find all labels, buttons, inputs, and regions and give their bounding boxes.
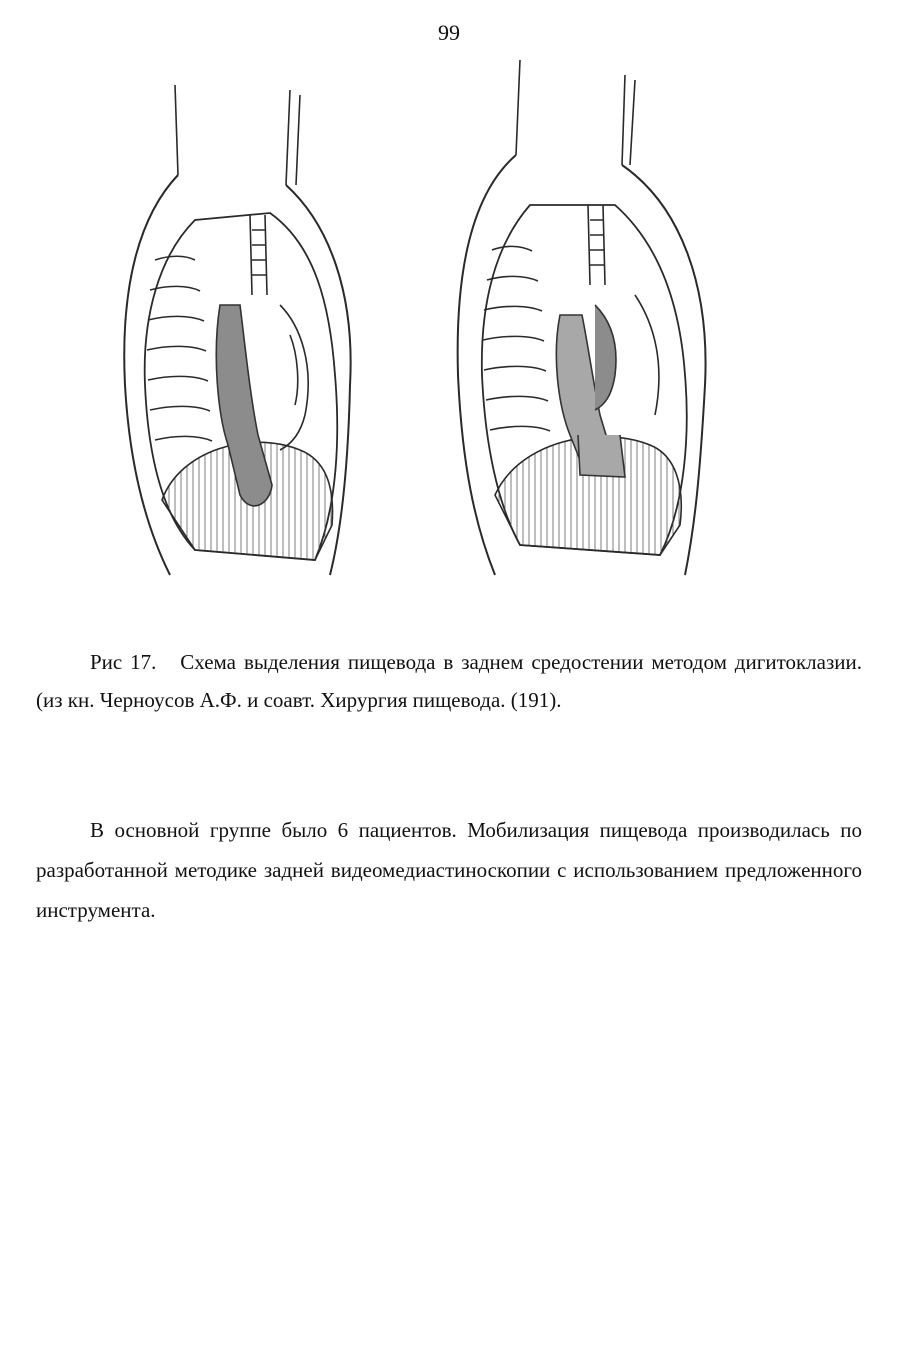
figure-17 xyxy=(100,55,800,595)
body-paragraph-1 xyxy=(36,810,862,930)
figure-17-drawing xyxy=(100,55,800,595)
page-number: 99 xyxy=(438,20,460,45)
figure-caption xyxy=(36,643,862,719)
caption-text: Схема выделения пищевода в заднем средостении методом дигитоклазии. (из кн. Черноусов А.Ф. и соавт. Хирургия пищевода. (191). xyxy=(36,650,862,712)
caption-label: Рис 17. xyxy=(90,650,157,674)
left-mediastinum-illustration xyxy=(124,85,350,575)
right-mediastinum-illustration xyxy=(458,60,706,575)
body-paragraph-1-text: В основной группе было 6 пациентов. Мобилизация пищевода производилась по разработанной методике задней видеомедиастиноскопии с использованием предложенного инструмента. xyxy=(36,818,862,922)
